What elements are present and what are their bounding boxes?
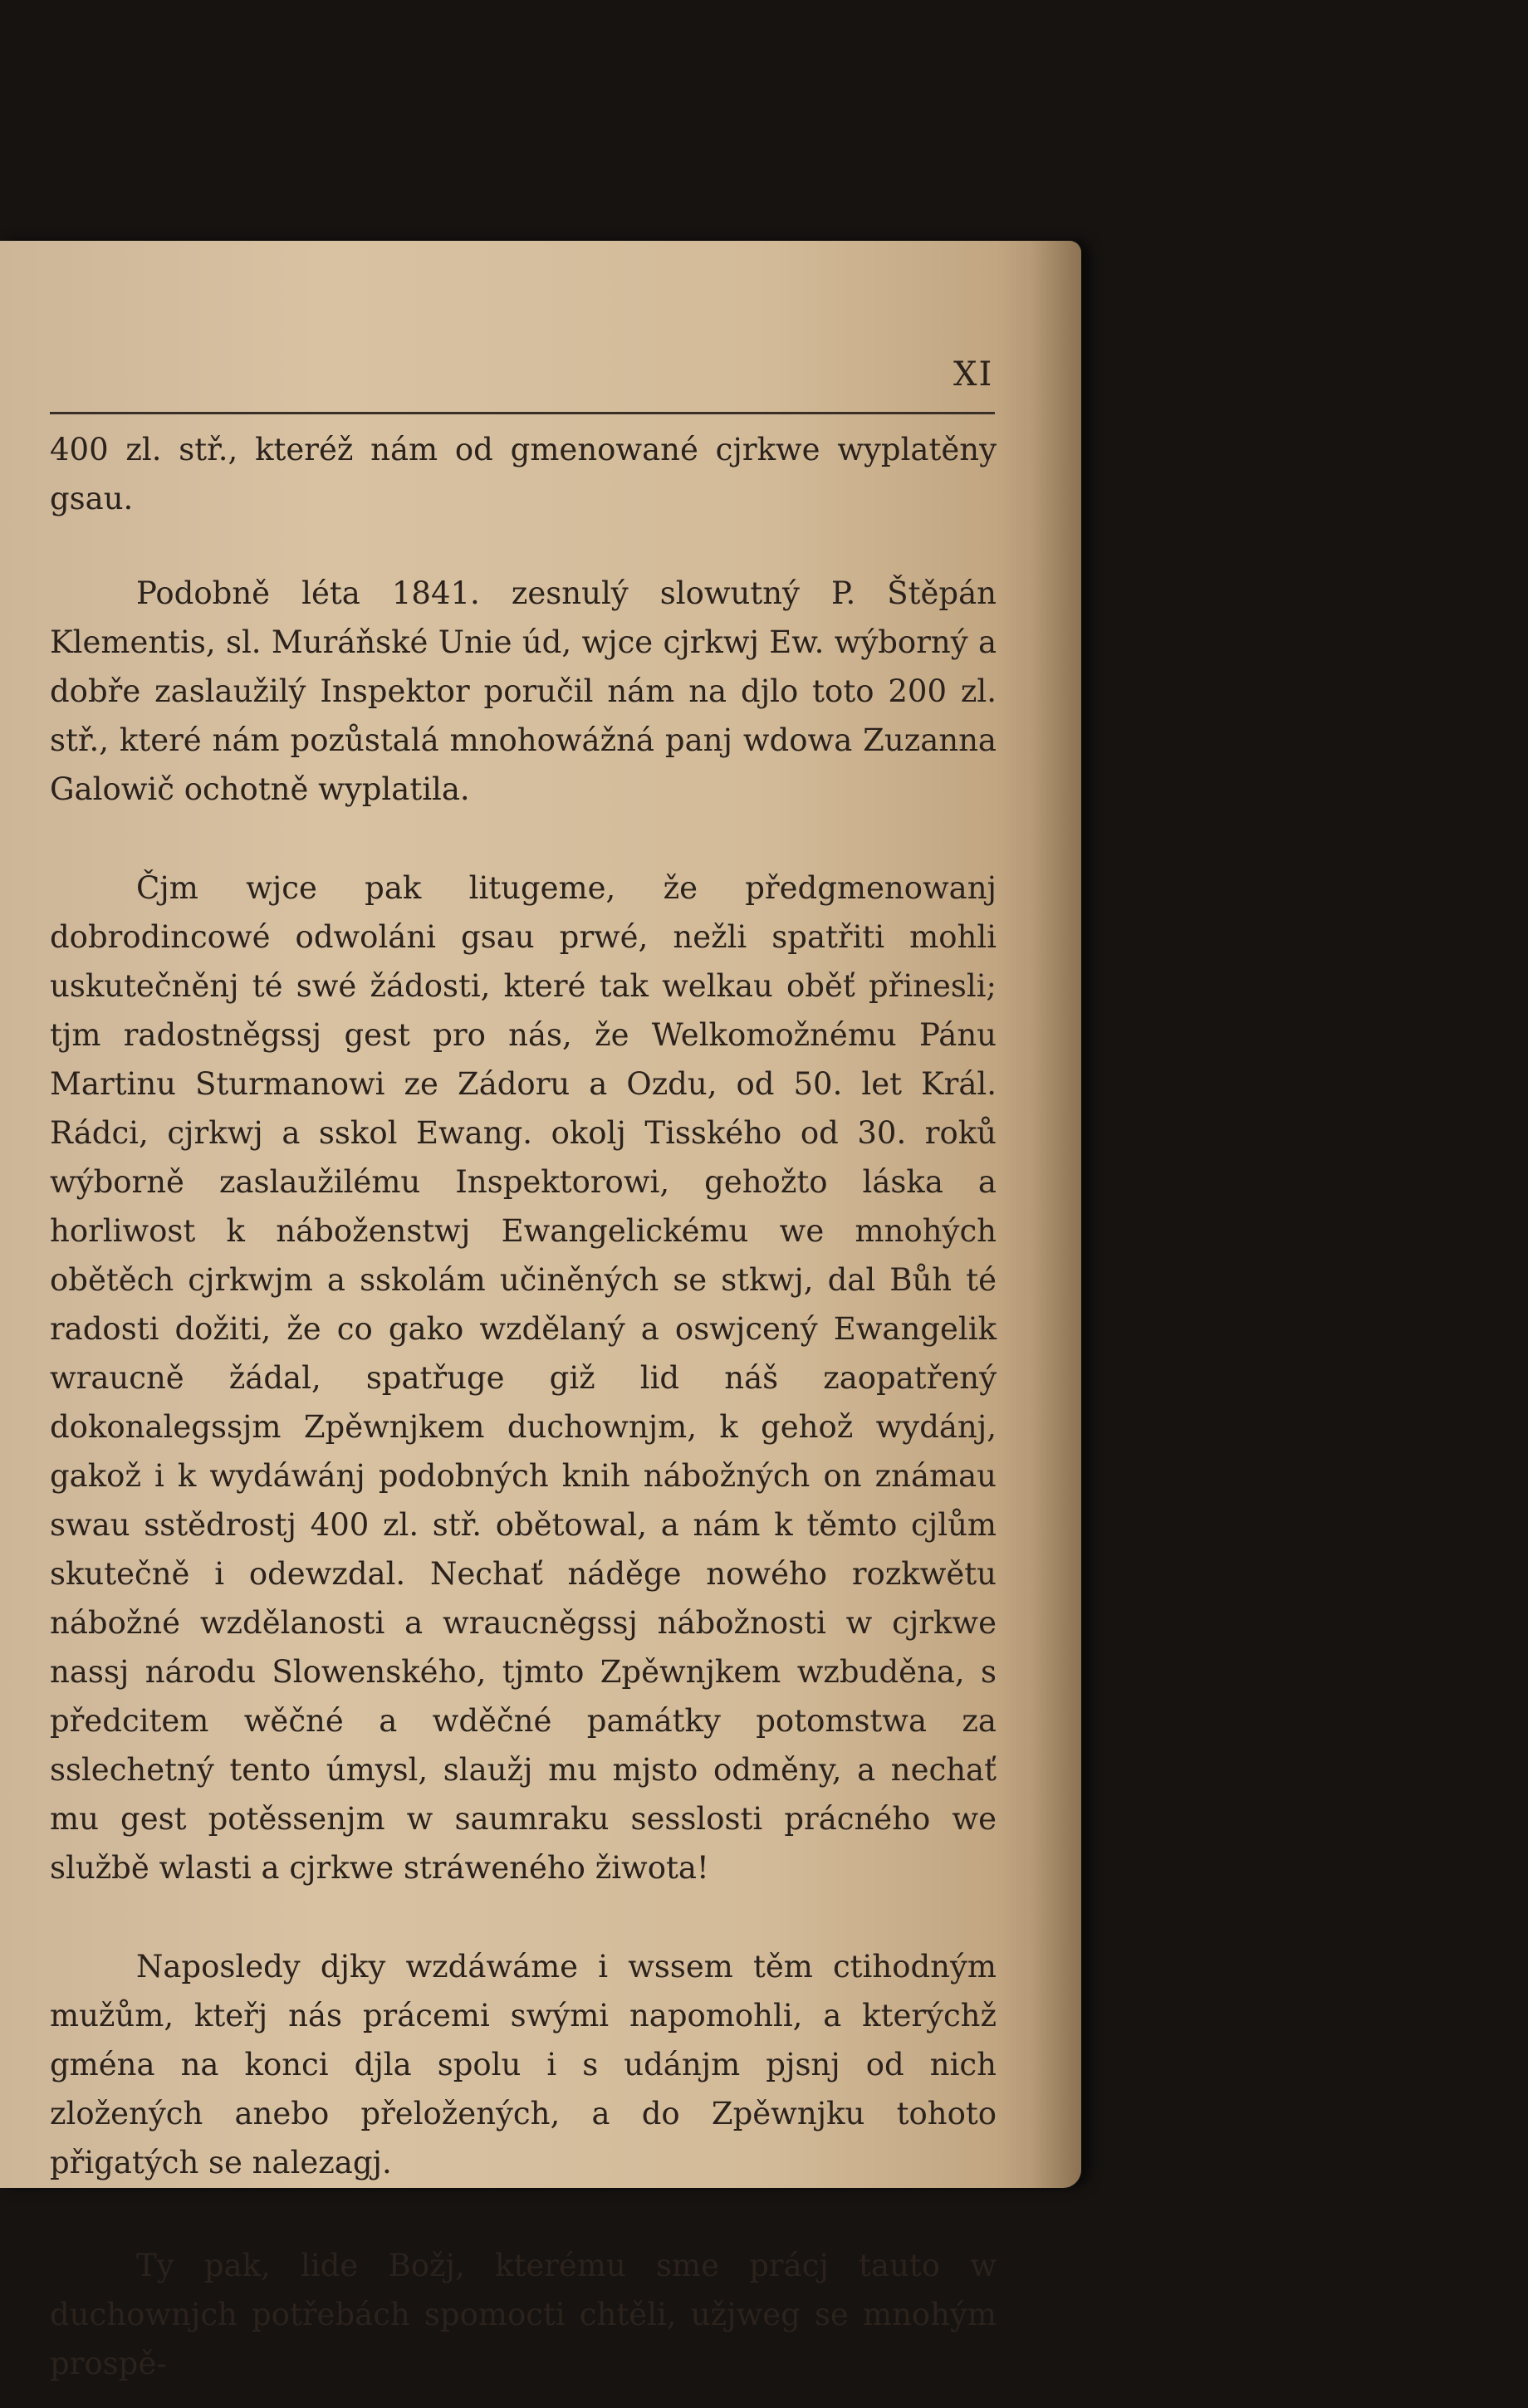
paragraph-1: 400 zl. stř., kteréž nám od gmenowané cjrkwe wyplatěny gsau. (50, 432, 997, 516)
paragraph-3: Čjm wjce pak litugeme, že předgmenowanj dobrodincowé odwoláni gsau prwé, nežli spatřiti mohli uskutečněnj té swé žádosti, které tak welkau oběť přinesli; tjm radostněgssj gest pro nás, že Welkomožnému Pánu Martinu Sturmanowi ze Zádoru a Ozdu, od 50. let Král. Rádci, cjrkwj a sskol Ewang. okolj Tisského od 30. roků wýborně zaslaužilému Inspektorowi, gehožto láska a horliwost k náboženstwj Ewangelickému we mnohých obětěch cjrkwjm a sskolám učiněných se stkwj, dal Bůh té radosti dožiti, že co gako wzdělaný a oswjcený Ewangelik wraucně žádal, spatřuge giž lid náš zaopatřený dokonalegssjm Zpěwnjkem duchownjm, k gehož wydánj, gakož i k wydáwánj podobných knih nábožných on známau swau sstědrostj 400 zl. stř. obětowal, a nám k těmto cjlům skutečně i odewzdal. Nechať náděge nowého rozkwětu nábožné wzdělanosti a wraucněgssj nábožnosti w cjrkwe nassj národu Slowenského, tjmto Zpěwnjkem wzbuděna, s předcitem wěčné a wděčné památky potomstwa za sslechetný tento úmysl, slaužj mu mjsto odměny, a nechať mu gest potěssenjm w saumraku sesslosti prácného we službě wlasti a cjrkwe stráweného žiwota! (50, 870, 997, 1886)
body-text (50, 425, 997, 2388)
header-rule (50, 412, 995, 414)
paragraph-5: Ty pak, lide Božj, kterému sme prácj tauto w duchownjch potřebách spomocti chtěli, užjweg se mnohým prospě- (50, 2248, 997, 2381)
page-number: XI (953, 355, 994, 394)
paragraph-2: Podobně léta 1841. zesnulý slowutný P. Štěpán Klementis, sl. Muráňské Unie úd, wjce cjrkwj Ew. wýborný a dobře zaslaužilý Inspektor poručil nám na djlo toto 200 zl. stř., které nám pozůstalá mnohowážná panj wdowa Zuzanna Galowič ochotně wyplatila. (50, 575, 997, 807)
paragraph-4: Naposledy djky wzdáwáme i wssem těm ctihodným mužům, kteřj nás prácemi swými napomohli, a kterýchž gména na konci djla spolu i s udánjm pjsnj od nich zložených anebo přeložených, a do Zpěwnjku tohoto přigatých se nalezagj. (50, 1949, 997, 2180)
